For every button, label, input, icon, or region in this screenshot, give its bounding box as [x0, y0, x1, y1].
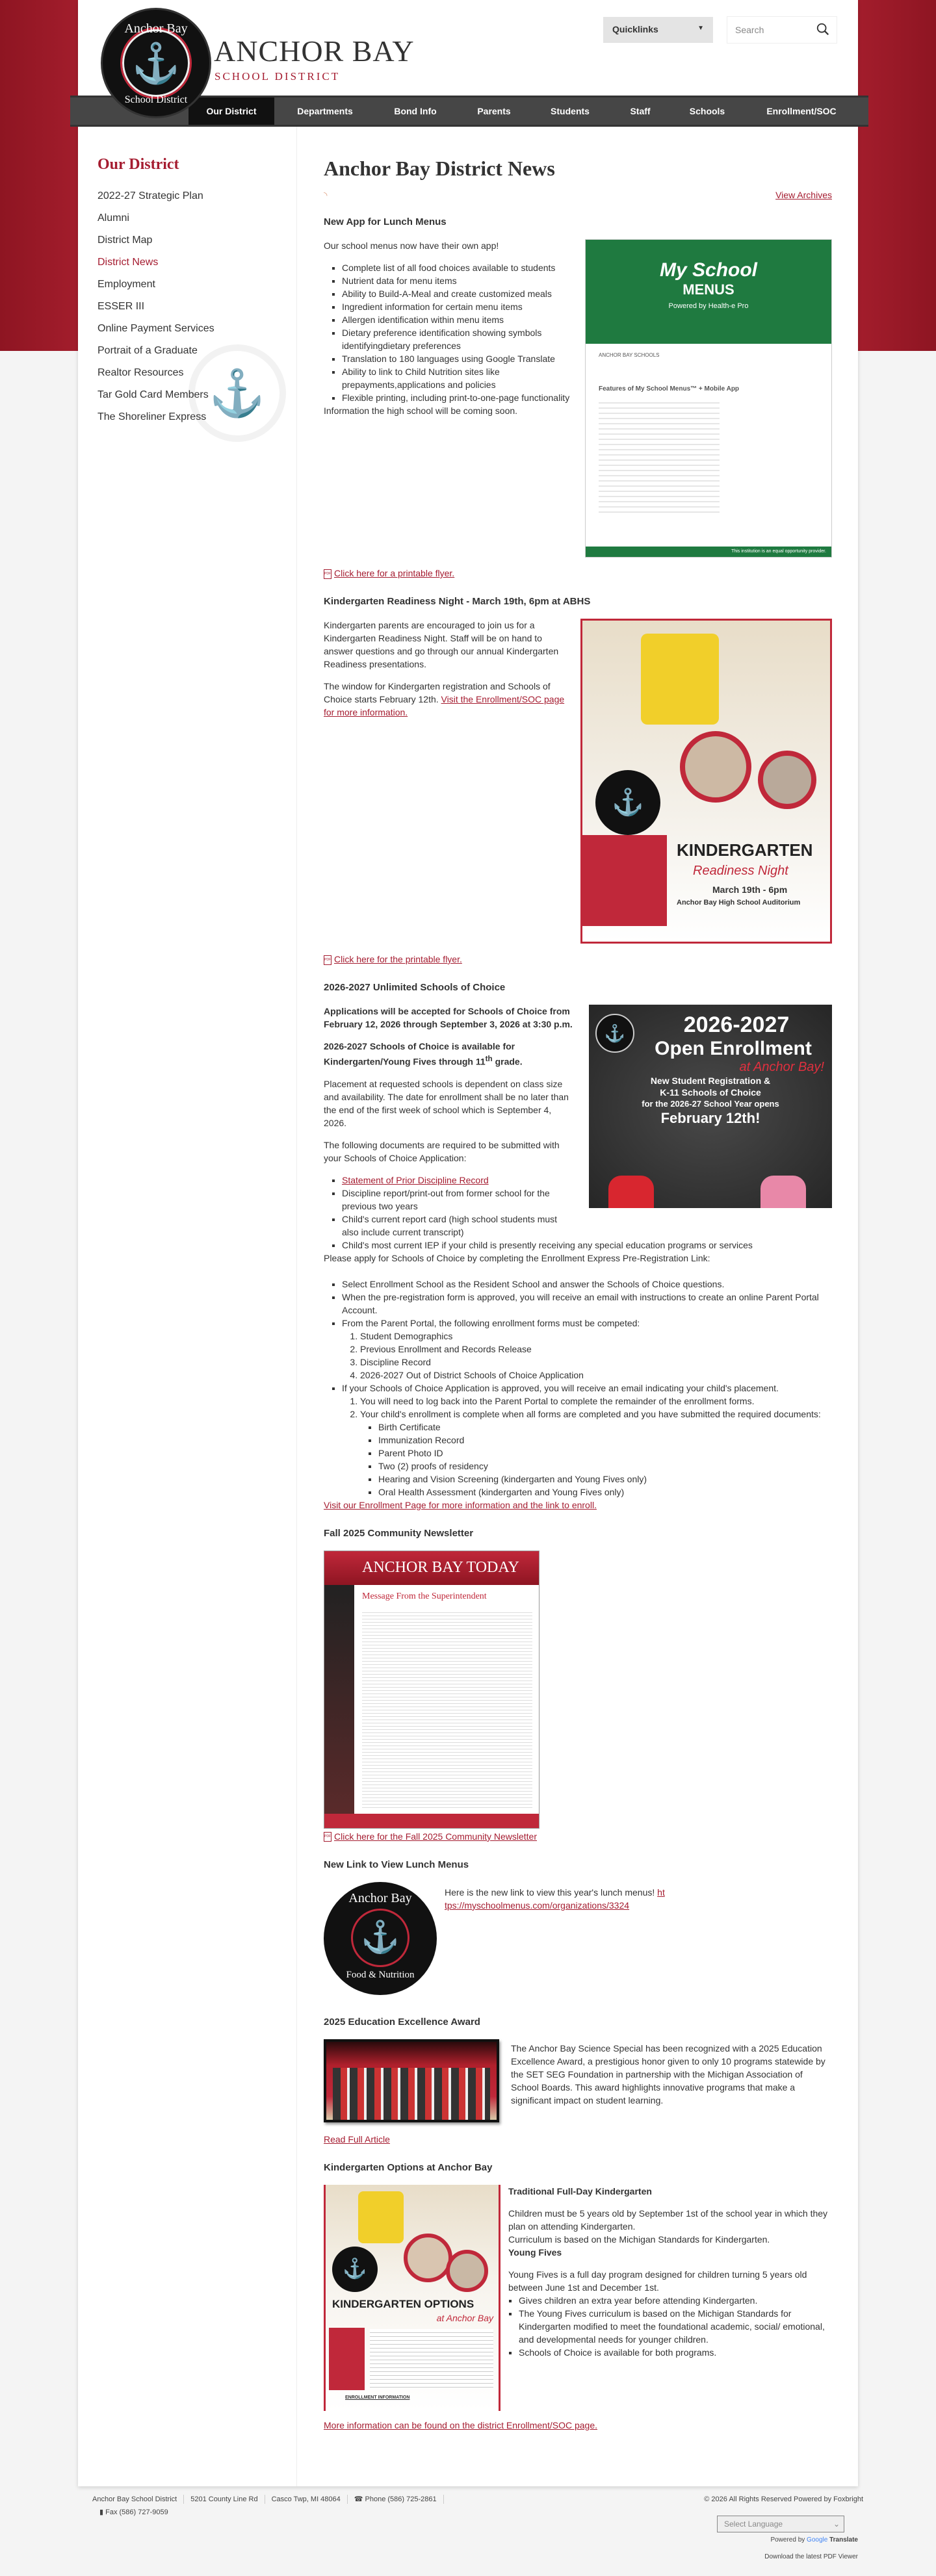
news-heading: New Link to View Lunch Menus	[324, 1859, 469, 1870]
list-item: 3. Discipline Record	[360, 1356, 832, 1369]
subheading: Traditional Full-Day Kindergarten	[508, 2185, 652, 2196]
flyer-date: February 12th!	[660, 1110, 760, 1126]
district-logo[interactable]	[101, 8, 211, 118]
pdf-icon: PDF	[324, 569, 332, 579]
news-paragraph: The Anchor Bay Science Special has been recognized with a 2025 Education Excellence Award, a prestigious honor given to only 10 programs statewide by the SET SEG Foundation in partnership with the Michigan Association of School Boards. This award highlights innovative programs that make a significant impact on student learning.	[511, 2042, 826, 2106]
flyer-footer: This institution is an equal opportunity provider.	[586, 547, 831, 557]
my-school-menus-flyer	[585, 239, 832, 558]
quicklinks-dropdown[interactable]	[603, 17, 713, 43]
news-item-kindergarten-readiness	[324, 595, 832, 966]
flyer-powered: Powered by Health-e Pro	[668, 302, 749, 310]
chevron-down-icon: ⌄	[833, 2519, 840, 2529]
footer-address: 5201 County Line Rd	[184, 2495, 265, 2504]
flyer-place: Anchor Bay High School Auditorium	[677, 899, 801, 907]
enrollment-page-link[interactable]: Visit our Enrollment Page for more information and the link to enroll.	[324, 1499, 597, 1510]
news-item-lunch-app	[324, 216, 832, 580]
phone-icon: ☎	[354, 2495, 365, 2503]
kindergarten-readiness-flyer	[580, 619, 832, 944]
chevron-down-icon: ▼	[697, 25, 704, 32]
flyer-line: K-11 Schools of Choice	[660, 1087, 761, 1098]
google-logo: Google	[807, 2536, 828, 2544]
footer-district: Anchor Bay School District	[92, 2495, 184, 2504]
flyer-title-2: MENUS	[682, 281, 734, 298]
news-intro: Our school menus now have their own app!	[324, 240, 499, 251]
list-item: 4. 2026-2027 Out of District Schools of Choice Application	[360, 1369, 832, 1382]
list-item: From the Parent Portal, the following enrollment forms must be competed:	[342, 1317, 640, 1328]
logo-text-top: Anchor Bay	[348, 1890, 412, 1905]
view-archives-link[interactable]: View Archives	[775, 190, 832, 200]
brand-name: ANCHOR BAY	[214, 34, 415, 68]
anchor-icon: ⚓	[332, 2247, 378, 2292]
sidebar-item[interactable]: Employment	[98, 279, 155, 290]
nav-staff[interactable]: Staff	[630, 106, 651, 116]
nav-bond-info[interactable]: Bond Info	[394, 106, 437, 116]
flyer-body	[586, 344, 831, 523]
sidebar-item[interactable]: Alumni	[98, 213, 129, 224]
logo-text-bottom: Food & Nutrition	[346, 1969, 415, 1980]
brand-subtitle: SCHOOL DISTRICT	[214, 70, 341, 83]
sidebar-menu	[98, 185, 214, 428]
google-translate-credit	[770, 2536, 858, 2544]
list-item: 2. Previous Enrollment and Records Release	[360, 1343, 832, 1356]
nav-students[interactable]: Students	[551, 106, 590, 116]
news-heading: Fall 2025 Community Newsletter	[324, 1527, 474, 1539]
list-item: ▪ Birth Certificate	[378, 1421, 832, 1434]
list-item: 1. You will need to log back into the Parent Portal to complete the remainder of the enrollment forms.	[360, 1395, 832, 1408]
anchor-icon: ⚓	[120, 27, 192, 99]
flyer-title: Open Enrollment	[655, 1038, 812, 1059]
news-item-kindergarten-options	[324, 2161, 832, 2432]
newsletter-title: ANCHOR BAY TODAY	[324, 1551, 539, 1585]
news-paragraph: 2026-2027 Schools of Choice is available for Kindergarten/Young Fives through 11	[324, 1041, 515, 1067]
sidebar-item[interactable]: Portrait of a Graduate	[98, 345, 198, 356]
sidebar	[78, 127, 297, 2486]
anchor-watermark-icon: ⚓	[188, 344, 286, 442]
sidebar-item[interactable]: 2022-27 Strategic Plan	[98, 190, 203, 201]
sidebar-item-active[interactable]: District News	[98, 257, 159, 268]
list-item: ▪ Hearing and Vision Screening (kindergarten and Young Fives only)	[378, 1473, 832, 1486]
list-item: ▪ Select Enrollment School as the Resident School and answer the Schools of Choice questions.	[342, 1278, 832, 1291]
anchor-icon: ⚓	[595, 1014, 634, 1053]
subheading: Young Fives	[508, 2247, 562, 2258]
flyer-title: My School	[659, 259, 757, 281]
flyer-script: at Anchor Bay!	[739, 1060, 824, 1074]
flyer-title: KINDERGARTEN OPTIONS	[332, 2297, 474, 2310]
list-item: ▪ When the pre-registration form is approved, you will receive an email with instructions to create an online Parent Portal Account.	[342, 1291, 832, 1317]
language-label: Select Language	[724, 2519, 783, 2529]
list-item: ▪ Ability to link to Child Nutrition sites like prepayments,applications and policies	[342, 365, 832, 391]
footer-phone[interactable]: Phone (586) 725-2861	[365, 2495, 437, 2503]
footer-fax-text: Fax (586) 727-9059	[105, 2508, 168, 2516]
nav-departments[interactable]: Departments	[297, 106, 353, 116]
pdf-viewer-link[interactable]: Download the latest PDF Viewer	[764, 2553, 858, 2560]
nav-schools[interactable]: Schools	[689, 106, 725, 116]
news-paragraph: The following documents are required to be submitted with your Schools of Choice Application:	[324, 1139, 560, 1163]
nav-parents[interactable]: Parents	[477, 106, 511, 116]
list-item: 1. Student Demographics	[360, 1330, 832, 1343]
fax-icon: ▮	[99, 2508, 106, 2516]
main-content	[324, 127, 832, 2486]
pdf-icon: PDF	[324, 955, 332, 965]
news-heading: 2026-2027 Unlimited Schools of Choice	[324, 982, 506, 993]
news-paragraph: Curriculum is based on the Michigan Standards for Kindergarten.	[508, 2234, 770, 2245]
flyer-date: March 19th - 6pm	[712, 884, 788, 895]
news-heading: 2025 Education Excellence Award	[324, 2016, 480, 2028]
flyer-line: for the 2026-27 School Year opens	[642, 1099, 779, 1109]
flyer-script: at Anchor Bay	[436, 2312, 493, 2323]
list-item: Your child's enrollment is complete when all forms are completed and you have submitted the required documents:	[360, 1408, 821, 1419]
sidebar-item[interactable]: The Shoreliner Express	[98, 411, 207, 422]
printable-flyer-link[interactable]: Click here for the printable flyer.	[334, 954, 462, 964]
nav-enrollment-soc[interactable]: Enrollment/SOC	[766, 106, 837, 116]
lunch-menus-url[interactable]: https://myschoolmenus.com/organizations/3324	[445, 1887, 665, 1911]
news-paragraph: Please apply for Schools of Choice by completing the Enrollment Express Pre-Registration Link:	[324, 1252, 710, 1263]
rss-icon[interactable]: ◝	[324, 190, 328, 200]
news-paragraph: Here is the new link to view this year's lunch menus!	[445, 1887, 658, 1898]
list-item: ▪ Immunization Record	[378, 1434, 832, 1447]
sidebar-title: Our District	[98, 156, 179, 173]
open-enrollment-flyer	[589, 1005, 832, 1208]
pencil-cup-image	[641, 634, 719, 725]
newsletter-cover-image[interactable]	[324, 1551, 540, 1829]
news-paragraph: Children must be 5 years old by September 1st of the school year in which they plan on attending Kindergarten.	[508, 2208, 828, 2232]
news-paragraph: Placement at requested schools is dependent on class size and availability. The date for enrollment shall be no later than the end of the first week of school which is September 4, 2026.	[324, 1078, 569, 1128]
list-item: ▪ Complete list of all food choices available to students	[342, 261, 832, 274]
footer	[0, 2486, 936, 2576]
news-heading: Kindergarten Options at Anchor Bay	[324, 2161, 493, 2173]
powered-by: Powered by	[770, 2536, 807, 2544]
superscript: th	[485, 1055, 493, 1063]
search-placeholder: Search	[735, 25, 764, 35]
list-item: ▪ Allergen identification within menu items	[342, 313, 832, 326]
list-item: ▪ Discipline report/print-out from former school for the previous two years	[342, 1187, 832, 1213]
list-item: ▪ Oral Health Assessment (kindergarten and Young Fives only)	[378, 1486, 832, 1499]
award-photo	[324, 2039, 499, 2122]
read-full-article-link[interactable]: Read Full Article	[324, 2133, 390, 2145]
news-paragraph: Kindergarten parents are encouraged to join us for a Kindergarten Readiness Night. Staff will be on hand to answer questions and go through our annual Kindergarten Readiness presentations.	[324, 620, 559, 669]
footer-city: Casco Twp, MI 48064	[265, 2495, 348, 2504]
sidebar-item[interactable]: Tar Gold Card Members	[98, 389, 209, 400]
news-paragraph: Applications will be accepted for Schools of Choice from February 12, 2026 through September 3, 2026 at 3:30 p.m.	[324, 1006, 573, 1029]
news-paragraph: Young Fives is a full day program designed for children turning 5 years old between June 1st and December 1st.	[508, 2269, 807, 2293]
newsletter-heading: Message From the Superintendent	[362, 1591, 487, 1601]
printable-flyer-link[interactable]: Click here for a printable flyer.	[334, 568, 455, 578]
list-item: ▪ Flexible printing, including print-to-one-page functionality	[342, 391, 832, 404]
flyer-title: KINDERGARTEN	[677, 840, 813, 860]
enrollment-soc-page-link[interactable]: More information can be found on the district Enrollment/SOC page.	[324, 2419, 597, 2430]
newsletter-link[interactable]: Click here for the Fall 2025 Community Newsletter	[334, 1831, 538, 1842]
food-nutrition-logo	[324, 1882, 437, 1995]
list-item: ▪ Parent Photo ID	[378, 1447, 832, 1460]
anchor-icon: ⚓	[595, 770, 660, 835]
language-select[interactable]	[717, 2516, 844, 2532]
list-item: ▪ Gives children an extra year before attending Kindergarten.	[519, 2294, 832, 2307]
flyer-year: 2026-2027	[683, 1012, 790, 1037]
quicklinks-label: Quicklinks	[612, 24, 658, 34]
logo-text-top: Anchor Bay	[124, 21, 188, 36]
news-item-newsletter	[324, 1527, 832, 1843]
list-item: ▪ Ingredient information for certain menu items	[342, 300, 832, 313]
news-outro: Information the high school will be coming soon.	[324, 406, 518, 416]
news-heading: New App for Lunch Menus	[324, 216, 447, 227]
list-item: ▪ Dietary preference identification showing symbols identifyingdietary preferences	[342, 326, 832, 352]
list-item: ▪ Schools of Choice is available for both programs.	[519, 2346, 832, 2359]
sidebar-item[interactable]: Online Payment Services	[98, 323, 214, 334]
page-title: Anchor Bay District News	[324, 157, 555, 180]
news-paragraph: The window for Kindergarten registration and Schools of Choice starts February 12th.	[324, 681, 551, 704]
flyer-dear: ANCHOR BAY SCHOOLS	[599, 352, 660, 358]
news-heading: Kindergarten Readiness Night - March 19th, 6pm at ABHS	[324, 596, 591, 607]
footer-contact	[92, 2495, 444, 2504]
list-item: ▪ Translation to 180 languages using Google Translate	[342, 352, 832, 365]
nav-our-district[interactable]: Our District	[188, 97, 274, 125]
search-input[interactable]	[727, 16, 837, 44]
sidebar-item[interactable]: ESSER III	[98, 301, 145, 312]
discipline-record-link[interactable]: Statement of Prior Discipline Record	[342, 1174, 489, 1185]
list-item: If your Schools of Choice Application is approved, you will receive an email indicating your child's placement.	[342, 1382, 779, 1393]
sidebar-item[interactable]: Realtor Resources	[98, 367, 184, 378]
anchor-icon: ⚓	[351, 1909, 410, 1967]
sidebar-item[interactable]: District Map	[98, 235, 153, 246]
news-item-lunch-link	[324, 1859, 832, 2000]
flyer-features: Features of My School Menus™ + Mobile App	[599, 385, 740, 393]
kindergarten-options-flyer	[324, 2185, 500, 2411]
news-item-schools-of-choice	[324, 981, 832, 1512]
list-item: ▪ Two (2) proofs of residency	[378, 1460, 832, 1473]
search-icon[interactable]	[816, 22, 830, 36]
flyer-enroll: ENROLLMENT INFORMATION	[345, 2395, 410, 2400]
pdf-icon: PDF	[324, 1832, 332, 1842]
list-item: ▪ Ability to Build-A-Meal and create customized meals	[342, 287, 832, 300]
translate-label: Translate	[829, 2536, 858, 2544]
list-item: ▪ Child's most current IEP if your child is presently receiving any special education programs or services	[342, 1239, 832, 1252]
logo-text-bottom: School District	[124, 94, 188, 105]
flyer-line: New Student Registration &	[650, 1075, 771, 1086]
list-item: ▪ Child's current report card (high school students must also include current transcript)	[342, 1213, 832, 1239]
flyer-subtitle: Readiness Night	[693, 864, 788, 878]
enrollment-soc-link[interactable]: Visit the Enrollment/SOC page for more information.	[324, 694, 565, 717]
list-item: ▪ Nutrient data for menu items	[342, 274, 832, 287]
news-item-award	[324, 2016, 832, 2146]
copyright: © 2026 All Rights Reserved Powered by Foxbright	[704, 2495, 863, 2503]
news-paragraph: grade.	[492, 1056, 523, 1067]
page-container	[78, 0, 858, 2486]
list-item: ▪ The Young Fives curriculum is based on the Michigan Standards for Kindergarten modified to meet the foundational academic, social/ emotional, and developmental needs for younger children.	[519, 2307, 832, 2346]
